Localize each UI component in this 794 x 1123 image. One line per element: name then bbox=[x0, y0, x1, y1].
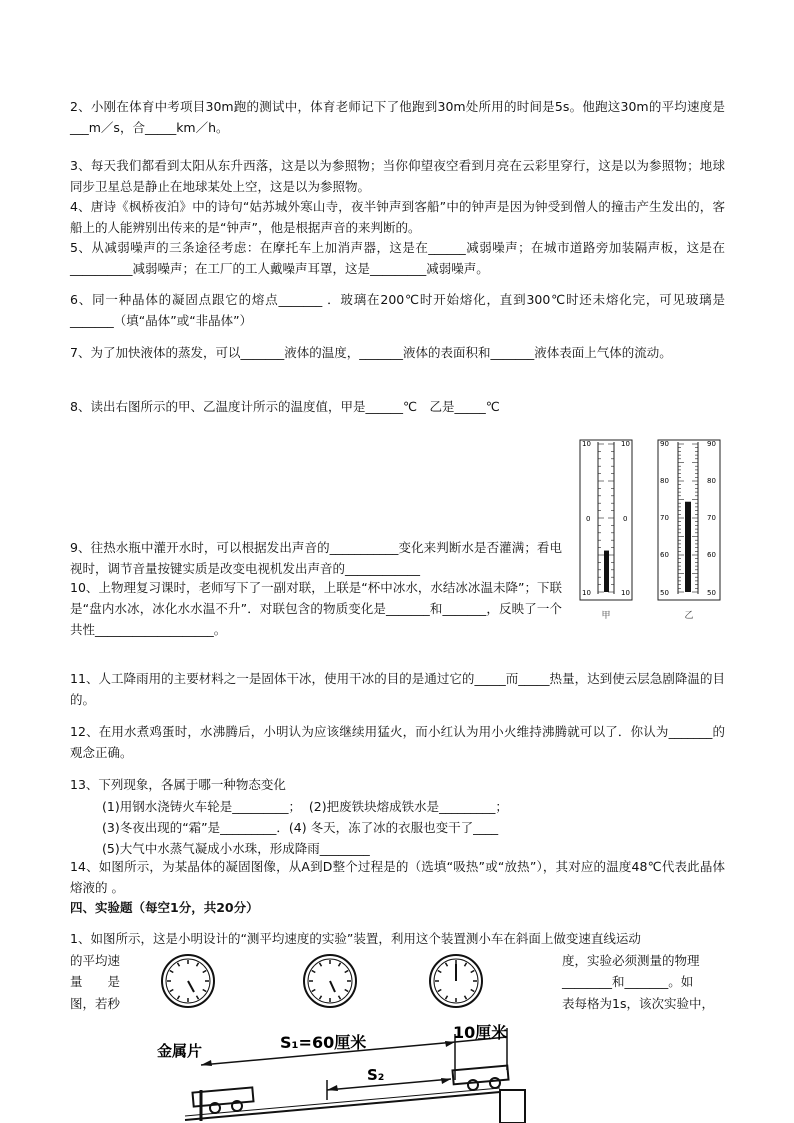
stopwatch-tick bbox=[471, 971, 474, 973]
question-7: 7、为了加快液体的蒸发，可以_______液体的温度，_______液体的表面积和_______液体表面上气体的流动。 bbox=[70, 345, 672, 360]
thermo-right-tick: 90 bbox=[660, 440, 669, 448]
question-4: 4、唐诗《枫桥夜泊》中的诗句“姑苏城外寒山寺，夜半钟声到客船”中的钟声是因为钟受到僧人的撞击产生发出的，客船上的人能辨别出传来的是“钟声”，他是根据声音的来判断的。 bbox=[70, 199, 725, 235]
car-top-wheel bbox=[468, 1080, 478, 1090]
stopwatch-tick bbox=[438, 971, 441, 973]
stopwatch-tick bbox=[465, 963, 467, 966]
thermo-right-tick: 70 bbox=[660, 514, 669, 522]
thermo-right-tick: 70 bbox=[707, 514, 716, 522]
stopwatch-tick bbox=[438, 990, 441, 992]
metal-plate-label: 金属片 bbox=[157, 1042, 203, 1060]
thermo-left-tick: 0 bbox=[586, 515, 591, 523]
experiment-1-line-3-left: 量 是 bbox=[70, 974, 121, 989]
thermo-right-tick: 60 bbox=[660, 551, 669, 559]
thermo-right-tick: 80 bbox=[707, 477, 716, 485]
stopwatch-tick bbox=[465, 996, 467, 999]
question-13: 13、下列现象，各属于哪一种物态变化 bbox=[70, 777, 286, 792]
stopwatch-tick bbox=[178, 996, 180, 999]
thermo-right-tick: 50 bbox=[660, 589, 669, 597]
stopwatch-tick bbox=[197, 963, 199, 966]
stopwatch-tick bbox=[320, 963, 322, 966]
stopwatch-tick bbox=[312, 971, 315, 973]
thermo-right-tick: 90 bbox=[707, 440, 716, 448]
question-2: 2、小刚在体育中考项目30m跑的测试中，体育老师记下了他跑到30m处所用的时间是5s。他跑这30m的平均速度是___m／s，合_____km／h。 bbox=[70, 99, 725, 135]
thermo-right-label: 乙 bbox=[684, 611, 694, 621]
question-13-item-2: (3)冬夜出现的“霜”是_________．(4) 冬天，冻了冰的衣服也变干了____ bbox=[102, 820, 499, 835]
stopwatch-figure bbox=[150, 950, 550, 1020]
stopwatch-tick bbox=[339, 996, 341, 999]
stopwatch-tick bbox=[320, 996, 322, 999]
experiment-1-line-2-right: 度，实验必须测量的物理 bbox=[562, 953, 700, 968]
stopwatch-tick bbox=[178, 963, 180, 966]
stopwatch-tick bbox=[339, 963, 341, 966]
stopwatch-tick bbox=[203, 990, 206, 992]
question-8: 8、读出右图所示的甲、乙温度计所示的温度值，甲是______℃ 乙是_____℃ bbox=[70, 399, 500, 414]
stopwatch-tick bbox=[345, 990, 348, 992]
stopwatch-end bbox=[430, 955, 482, 1007]
experiment-1-line-3-right: ________和_______。如 bbox=[562, 974, 694, 989]
question-9: 9、往热水瓶中灌开水时，可以根据发出声音的___________变化来判断水是否灌满；看电视时，调节音量按键实质是改变电视机发出声音的____________ bbox=[70, 540, 562, 576]
stopwatch-middle bbox=[304, 955, 356, 1007]
ten-cm-label: 10厘米 bbox=[453, 1023, 508, 1042]
stopwatch-tick bbox=[197, 996, 199, 999]
thermo-left-tick: 10 bbox=[582, 440, 591, 448]
stopwatch-start bbox=[162, 955, 214, 1007]
thermo-left-label: 甲 bbox=[601, 611, 611, 621]
experiment-1-line-4-left: 图，若秒 bbox=[70, 996, 121, 1011]
thermo-left-column bbox=[604, 551, 609, 592]
question-5: 5、从减弱噪声的三条途径考虑：在摩托车上加消声器，这是在______减弱噪声；在城市道路旁加装隔声板，这是在__________减弱噪声；在工厂的工人戴噪声耳罩，这是_________减弱噪声。 bbox=[70, 240, 725, 276]
thermo-left-tick: 0 bbox=[623, 515, 628, 523]
car-top-wheel bbox=[490, 1078, 500, 1088]
experiment-1-line-4-right: 表每格为1s，该次实验中， bbox=[562, 996, 714, 1011]
stopwatch-tick bbox=[170, 990, 173, 992]
thermo-right-tick: 60 bbox=[707, 551, 716, 559]
experiment-1-line-2-left: 的平均速 bbox=[70, 953, 121, 968]
thermo-left-tick: 10 bbox=[621, 589, 630, 597]
thermo-right-tick: 80 bbox=[660, 477, 669, 485]
thermometer-figure bbox=[574, 434, 730, 624]
s2-label: S₂ bbox=[367, 1066, 385, 1084]
question-14: 14、如图所示，为某晶体的凝固图像，从A到D整个过程是的（选填“吸热”或“放热”），其对应的温度48℃代表此晶体熔液的 。 bbox=[70, 859, 725, 895]
question-3: 3、每天我们都看到太阳从东升西落，这是以为参照物；当你仰望夜空看到月亮在云彩里穿行，这是以为参照物；地球同步卫星总是静止在地球某处上空，这是以为参照物。 bbox=[70, 158, 725, 194]
thermo-left-tick: 10 bbox=[582, 589, 591, 597]
s1-label: S₁=60厘米 bbox=[280, 1033, 367, 1052]
stopwatch-tick bbox=[446, 996, 448, 999]
stopwatch-tick bbox=[312, 990, 315, 992]
question-6: 6、同一种晶体的凝固点跟它的熔点_______ ．玻璃在200℃时开始熔化，直到300℃时还未熔化完，可见玻璃是_______（填“晶体”或“非晶体”） bbox=[70, 292, 725, 328]
thermo-left-tick: 10 bbox=[621, 440, 630, 448]
question-11: 11、人工降雨用的主要材料之一是固体干冰，使用干冰的目的是通过它的_____而_____热量，达到使云层急剧降温的目的。 bbox=[70, 671, 725, 707]
stopwatch-tick bbox=[446, 963, 448, 966]
ramp-figure bbox=[155, 1020, 575, 1123]
thermo-right-column bbox=[685, 502, 691, 592]
question-13-item-3: (5)大气中水蒸气凝成小水珠，形成降雨________ bbox=[102, 841, 370, 856]
stopwatch-tick bbox=[471, 990, 474, 992]
thermometer-jia bbox=[580, 440, 632, 621]
stopwatch-tick bbox=[203, 971, 206, 973]
experiment-1-line-1: 1、如图所示，这是小明设计的“测平均速度的实验”装置，利用这个装置测小车在斜面上做变速直线运动 bbox=[70, 931, 641, 946]
question-12: 12、在用水煮鸡蛋时，水沸腾后，小明认为应该继续用猛火，而小红认为用小火维持沸腾就可以了．你认为_______的观念正确。 bbox=[70, 724, 725, 760]
section-heading-experiment: 四、实验题（每空1分，共20分） bbox=[70, 900, 259, 915]
stopwatch-tick bbox=[345, 971, 348, 973]
thermometer-yi bbox=[658, 440, 720, 621]
thermo-right-tick: 50 bbox=[707, 589, 716, 597]
question-13-item-1: (1)用钢水浇铸火车轮是_________； (2)把废铁块熔成铁水是_________； bbox=[102, 799, 508, 814]
stopwatch-tick bbox=[170, 971, 173, 973]
question-10: 10、上物理复习课时，老师写下了一副对联，上联是“杯中冰水，水结冰冰温未降”；下联是“盘内水冰，冰化水水温不升”．对联包含的物质变化是_______和_______，反映了一个共性___________________。 bbox=[70, 580, 562, 637]
